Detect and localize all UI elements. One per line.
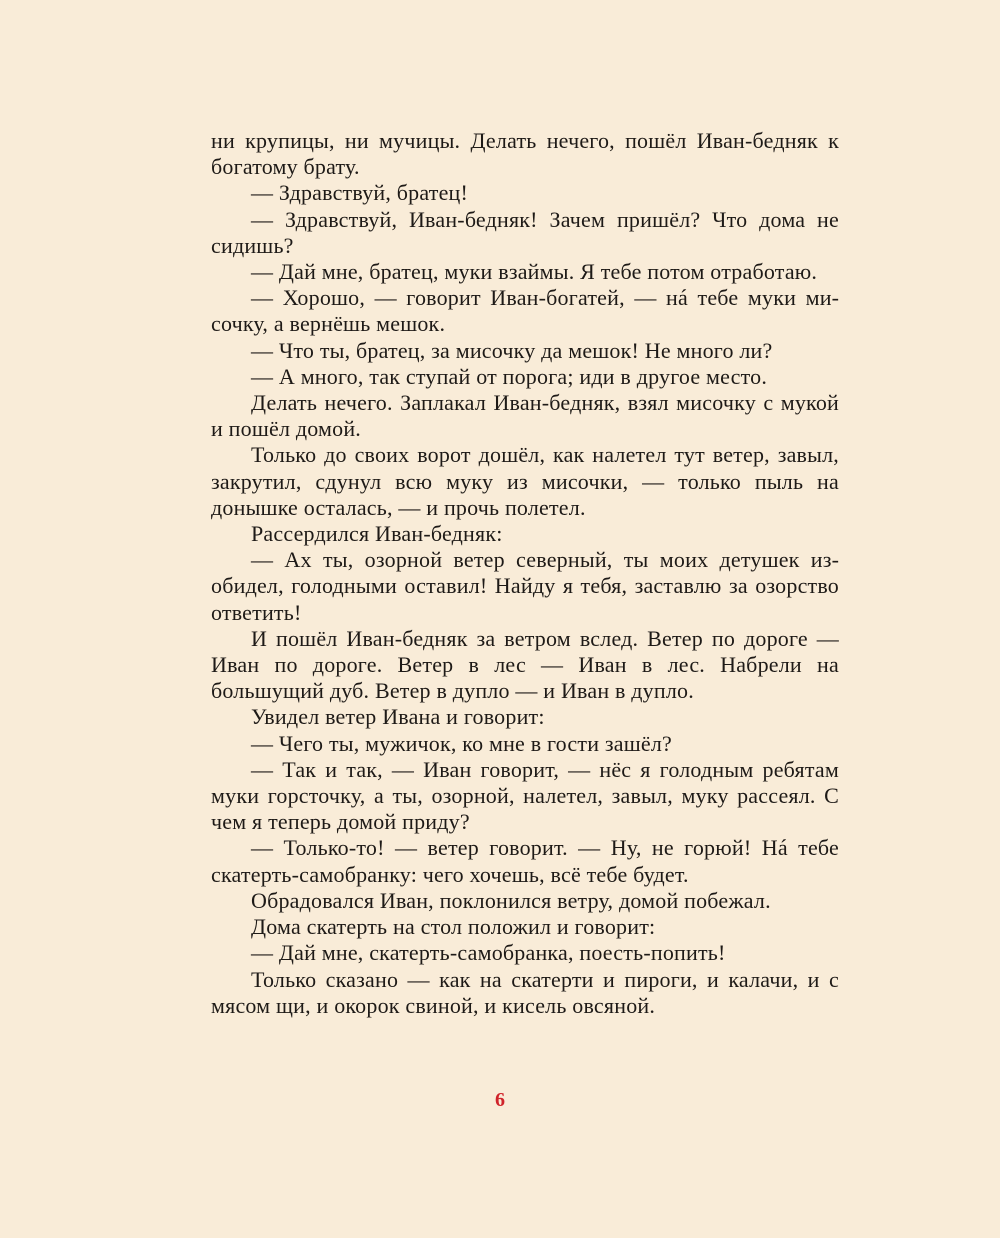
paragraph-1: ни крупицы, ни мучицы. Делать нечего, пошёл Иван-бедняк к богатому брату. [211, 128, 839, 180]
paragraph-3: — Здравствуй, Иван-бедняк! Зачем пришёл? Что дома не сидишь? [211, 206, 839, 258]
paragraph-18: Дома скатерть на стол положил и говорит: [251, 914, 656, 940]
paragraph-13: Увидел ветер Ивана и говорит: [251, 704, 545, 730]
paragraph-9: Только до своих ворот дошёл, как налетел тут ветер, завыл, закрутил, сдунул всю муку из мисочки, — только пыль на донышке осталась, — и прочь полетел. [211, 442, 839, 520]
paragraph-19: — Дай мне, скатерть-самобранка, поесть-попить! [251, 940, 726, 966]
paragraph-4: — Дай мне, братец, муки взаймы. Я тебе потом отработаю. [251, 259, 818, 285]
paragraph-14: — Чего ты, мужичок, ко мне в гости зашёл? [251, 730, 672, 756]
paragraph-5: — Хорошо, — говорит Иван-богатей, — нá тебе муки мисочку, а вернёшь мешок. [211, 285, 839, 337]
paragraph-8: Делать нечего. Заплакал Иван-бедняк, взял мисочку с мукой и пошёл домой. [211, 390, 839, 442]
paragraph-2: — Здравствуй, братец! [251, 180, 469, 206]
paragraph-20: Только сказано — как на скатерти и пироги, и калачи, и с мясом щи, и окорок свиной, и кисель овсяной. [211, 966, 839, 1018]
paragraph-7: — А много, так ступай от порога; иди в другое место. [251, 363, 768, 389]
paragraph-17: Обрадовался Иван, поклонился ветру, домой побежал. [251, 887, 771, 913]
story-text [211, 128, 839, 1019]
paragraph-6: — Что ты, братец, за мисочку да мешок! Не много ли? [251, 337, 773, 363]
paragraph-16: — Только-то! — ветер говорит. — Ну, не горюй! Нá тебе скатерть-самобранку: чего хочешь, всё тебе будет. [211, 835, 839, 887]
page-number: 6 [495, 1089, 505, 1111]
paragraph-15: — Так и так, — Иван говорит, — нёс я голодным ребятам муки горсточку, а ты, озорной, налетел, завыл, муку рассеял. С чем я теперь домой приду? [211, 756, 839, 835]
paragraph-12: И пошёл Иван-бедняк за ветром вслед. Ветер по дороге — Иван по дороге. Ветер в лес — Иван в лес. Набрели на большущий дуб. Ветер в дупло — и Иван в дупло. [211, 625, 839, 704]
paragraph-10: Рассердился Иван-бедняк: [251, 521, 503, 547]
paragraph-11: — Ах ты, озорной ветер северный, ты моих детушек изобидел, голодными оставил! Найду я тебя, заставлю за озорство ответить! [211, 547, 839, 625]
